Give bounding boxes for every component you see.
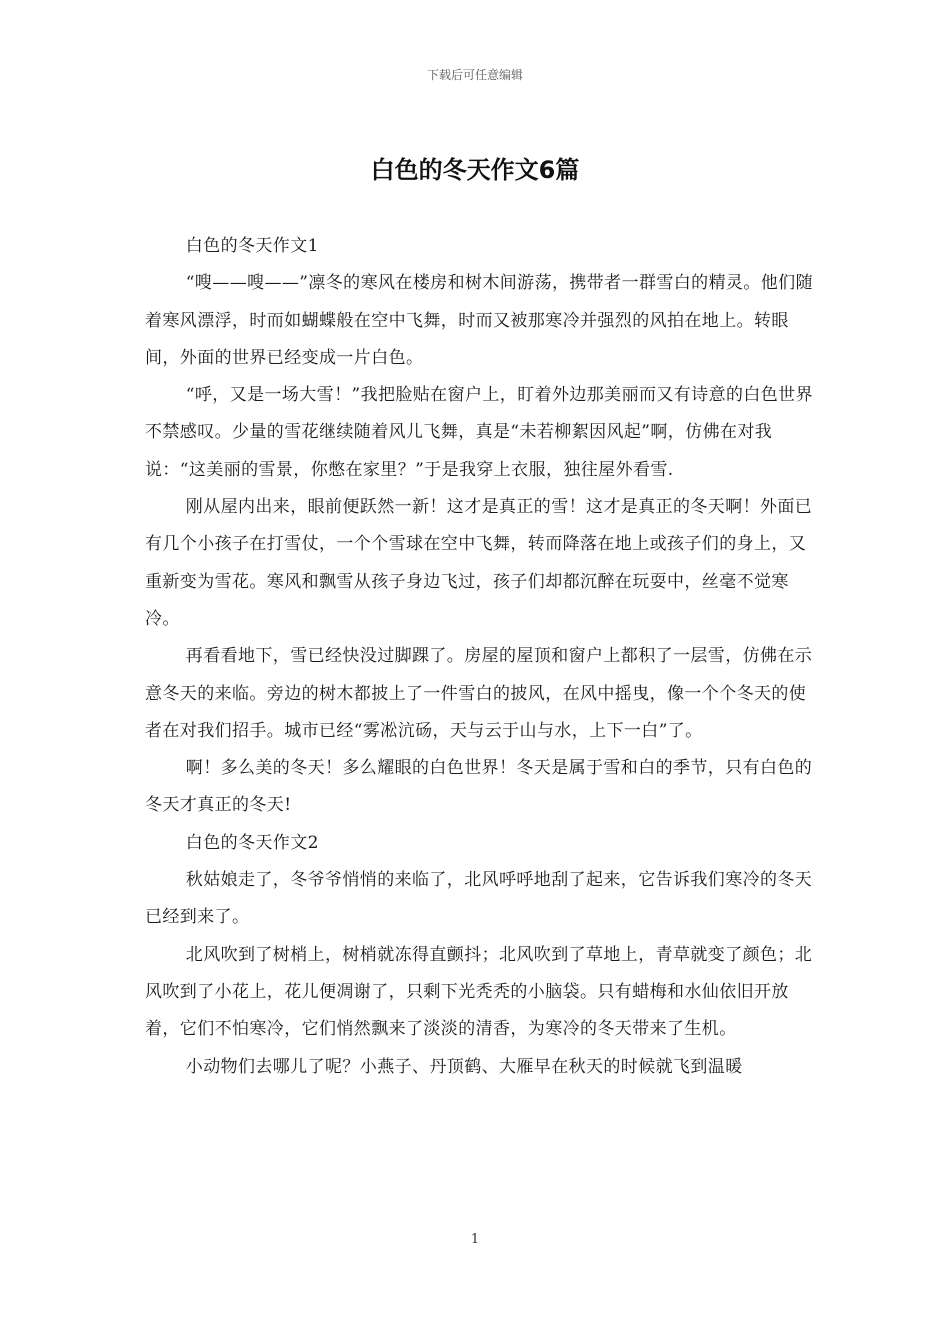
section-heading: 白色的冬天作文1: [185, 236, 319, 256]
paragraph: “呼，又是一场大雪！”我把脸贴在窗户上，盯着外边那美丽而又有诗意的白色世界不禁感叹。少量的雪花继续随着风儿飞舞，真是“未若柳絮因风起”啊，仿佛在对我说：“这美丽的雪景，你憋在家里？”于是我穿上衣服，独往屋外看雪.: [145, 385, 813, 480]
section-heading: 白色的冬天作文2: [185, 832, 319, 853]
paragraph: 刚从屋内出来，眼前便跃然一新！这才是真正的雪！这才是真正的冬天啊！外面已有几个小孩子在打雪仗，一个个雪球在空中飞舞，转而降落在地上或孩子们的身上，又重新变为雪花。寒风和飘雪从孩子身边飞过，孩子们却都沉醉在玩耍中，丝毫不觉寒冷。: [145, 497, 813, 629]
paragraph: 北风吹到了树梢上，树梢就冻得直颤抖；北风吹到了草地上，青草就变了颜色；北风吹到了小花上，花儿便凋谢了，只剩下光秃秃的小脑袋。只有蜡梅和水仙依旧开放着，它们不怕寒冷，它们悄然飘来了淡淡的清香，为寒冷的冬天带来了生机。: [145, 944, 813, 1040]
document-title: 白色的冬天作文6篇: [370, 156, 580, 184]
paragraph: 小动物们去哪儿了呢？小燕子、丹顶鹤、大雁早在秋天的时候就飞到温暖: [185, 1056, 743, 1077]
document-body: [145, 228, 813, 1086]
paragraph: “嗖——嗖——”凛冬的寒风在楼房和树木间游荡，携带者一群雪白的精灵。他们随着寒风漂浮，时而如蝴蝶般在空中飞舞，时而又被那寒冷并强烈的风拍在地上。转眼间，外面的世界已经变成一片白色。: [145, 273, 813, 368]
paragraph: 秋姑娘走了，冬爷爷悄悄的来临了，北风呼呼地刮了起来，它告诉我们寒冷的冬天已经到来了。: [145, 870, 813, 928]
page-header: 下载后可任意编辑: [426, 68, 523, 82]
paragraph: 啊！多么美的冬天！多么耀眼的白色世界！冬天是属于雪和白的季节，只有白色的冬天才真正的冬天!: [145, 758, 813, 816]
paragraph: 再看看地下，雪已经快没过脚踝了。房屋的屋顶和窗户上都积了一层雪，仿佛在示意冬天的来临。旁边的树木都披上了一件雪白的披风，在风中摇曳，像一个个冬天的使者在对我们招手。城市已经“雾凇沆砀，天与云于山与水，上下一白”了。: [145, 646, 813, 741]
page-number: 1: [470, 1232, 480, 1247]
